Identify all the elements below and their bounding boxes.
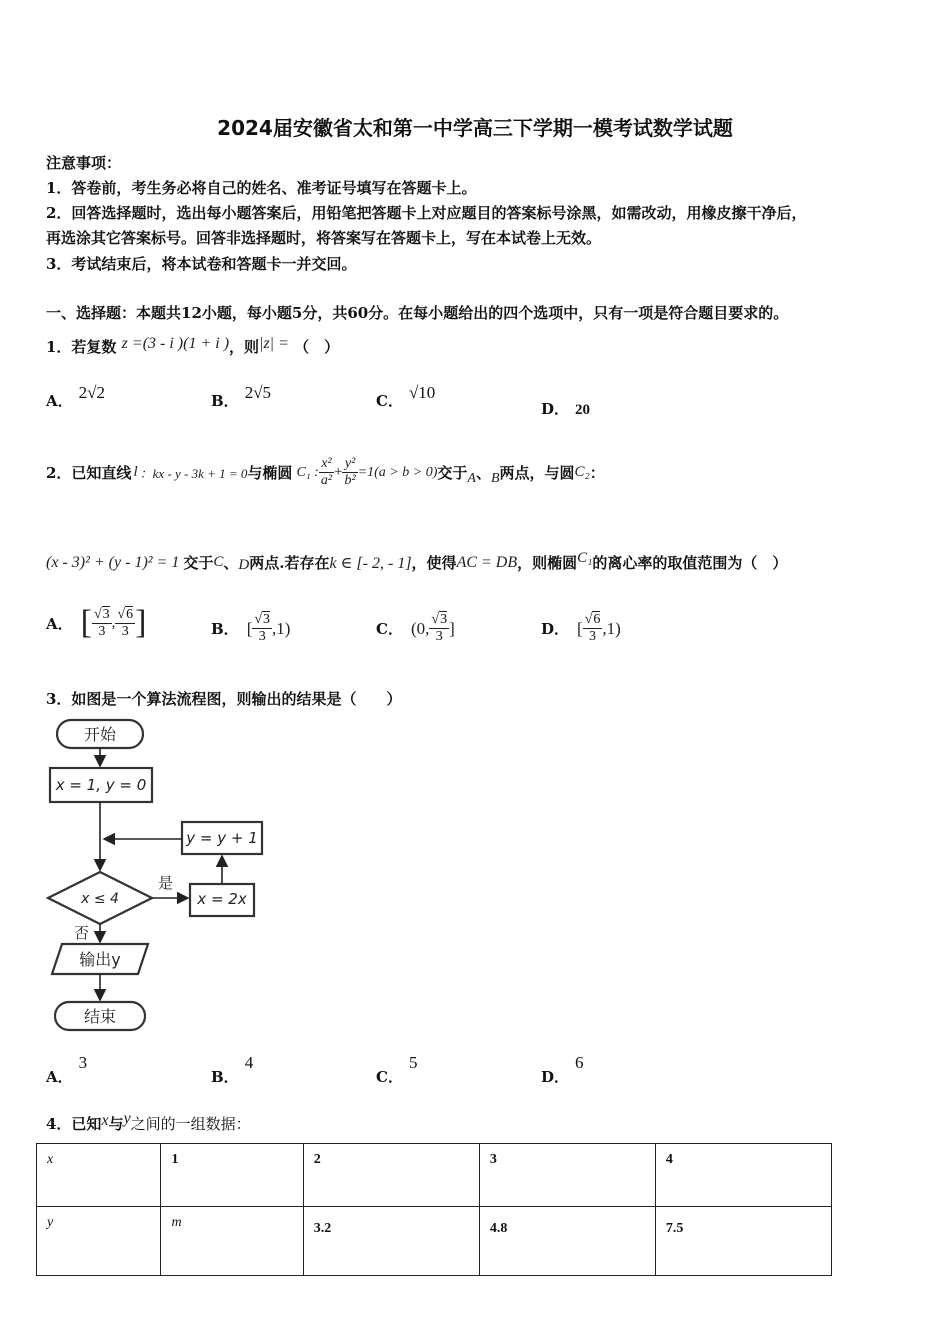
note-item: 3．考试结束后，将本试卷和答题卡一并交回。 xyxy=(46,255,357,273)
q2-cross2: 交于 xyxy=(183,554,214,572)
q2-ellipse-name: C₁ : xyxy=(296,464,319,480)
q2-point-a: A xyxy=(467,470,476,486)
q1-option-d-value: 20 xyxy=(575,402,591,418)
q2-frac-y: $\frac{\text{y²}}{\text{b²}}$ xyxy=(344,456,356,488)
question-2: 2．已知直线 l ：kx - y - 3k + 1 = 0 与椭圆 C₁ : $\frac{\text{x²}}{\text{a²}}$ + $\frac{\text{y²}}{\text{b²}}$ =1(a > b > 0) 交于 A 、 B 两点，与圆 C₂ ： xyxy=(46,456,605,488)
q2-point-c: C xyxy=(213,554,224,570)
q2-ellipse-name-2: C₁ xyxy=(577,550,593,566)
flow-start-label: 开始 xyxy=(83,725,117,744)
q3-option-d-value: 6 xyxy=(575,1053,584,1072)
q1-expression: z =(3 - i )(1 + i ) xyxy=(121,335,230,352)
q2-sep: 、 xyxy=(475,464,491,482)
q3-option-a[interactable]: A．3 xyxy=(46,1053,88,1086)
q1-option-c-value: √10 xyxy=(408,383,436,402)
q2-prefix: 2．已知直线 xyxy=(46,464,132,482)
table-cell: 3.2 xyxy=(303,1207,479,1276)
q2-option-a[interactable]: A． [ $\frac{√3}{3}$ , $\frac{√6}{3}$ ] xyxy=(46,604,147,641)
table-cell: 2 xyxy=(303,1144,479,1207)
table-cell: 1 xyxy=(161,1144,303,1207)
q1-abs: |z| = xyxy=(259,335,289,352)
q2-with: 与椭圆 xyxy=(247,464,293,482)
q4-x: x xyxy=(101,1112,109,1129)
q2-option-b[interactable]: B． [ $\frac{√3}{3}$ ,1) xyxy=(211,612,291,644)
q1-option-b-value: 2√5 xyxy=(244,383,272,402)
q1-option-a-value: 2√2 xyxy=(78,383,105,402)
q2-colon: ： xyxy=(589,464,605,482)
q1-mid: ，则 xyxy=(229,338,260,356)
table-cell: 3 xyxy=(479,1144,655,1207)
q2-circle-name: C₂ xyxy=(574,464,590,480)
q3-option-c-value: 5 xyxy=(408,1053,418,1072)
q2-line-name: l xyxy=(133,464,138,480)
q2-cross: 交于 xyxy=(437,464,468,482)
question-2-cont xyxy=(46,552,787,573)
q2-point-d: D xyxy=(238,557,250,573)
q3-option-d[interactable]: D．6 xyxy=(541,1053,584,1086)
note-item: 再选涂其它答案标号。回答非选择题时，将答案写在答题卡上，写在本试卷上无效。 xyxy=(46,229,602,247)
q2-ask: 的离心率的取值范围为（ ） xyxy=(592,554,788,572)
q4-and: 与 xyxy=(108,1115,124,1133)
q2-ellipse-tail: =1(a > b > 0) xyxy=(357,464,438,480)
q2-condition: AC = DB xyxy=(456,553,518,571)
question-1 xyxy=(46,336,339,357)
notes-heading: 注意事项： xyxy=(46,154,122,172)
q3-option-b-value: 4 xyxy=(244,1053,254,1072)
q2-circle-lead: 两点，与圆 xyxy=(499,464,575,482)
q2-circle-equation: (x - 3)² + (y - 1)² = 1 xyxy=(46,553,180,571)
flow-condition-label: x ≤ 4 xyxy=(81,891,119,907)
table-cell: y xyxy=(37,1207,161,1276)
question-3: 3．如图是一个算法流程图，则输出的结果是（ ） xyxy=(46,690,402,708)
flow-update-x-label: x = 2x xyxy=(197,890,247,908)
q2-such-that: ，使得 xyxy=(411,554,457,572)
q3-option-a-value: 3 xyxy=(78,1053,88,1072)
q1-option-a[interactable]: A． 2√2 xyxy=(46,383,105,410)
q2-line-equation: ：kx - y - 3k + 1 = 0 xyxy=(139,466,248,481)
q1-suffix: （ ） xyxy=(294,338,340,356)
q1-option-d[interactable]: D． 20 xyxy=(541,400,591,418)
data-table xyxy=(36,1143,832,1276)
q1-option-b[interactable]: B． 2√5 xyxy=(211,383,272,410)
table-cell: 4 xyxy=(655,1144,831,1207)
q2-point-b: B xyxy=(490,470,500,486)
q2-then: ，则椭圆 xyxy=(517,554,578,572)
q2-exists: 两点.若存在 xyxy=(249,554,330,572)
q1-option-c[interactable]: C． √10 xyxy=(376,383,436,410)
table-row xyxy=(37,1144,832,1207)
note-item: 2．回答选择题时，选出每小题答案后，用铅笔把答题卡上对应题目的答案标号涂黑，如需改动，用橡皮擦干净后， xyxy=(46,204,807,222)
q2-option-c[interactable]: C． (0, $\frac{√3}{3}$ ] xyxy=(376,612,455,644)
table-cell: m xyxy=(161,1207,303,1276)
section-heading: 一、选择题：本题共12小题，每小题5分，共60分。在每小题给出的四个选项中，只有一项是符合题目要求的。 xyxy=(46,304,789,322)
flow-init-label: x = 1, y = 0 xyxy=(55,776,147,794)
table-row xyxy=(37,1207,832,1276)
flow-no-label: 否 xyxy=(74,924,90,942)
table-cell: 7.5 xyxy=(655,1207,831,1276)
flow-update-y-label: y = y + 1 xyxy=(186,829,258,847)
q4-suffix: 之间的一组数据： xyxy=(130,1115,251,1133)
q3-option-c[interactable]: C．5 xyxy=(376,1053,418,1086)
q4-prefix: 4．已知 xyxy=(46,1115,102,1133)
q2-k-range: k ∈ [- 2, - 1] xyxy=(329,554,412,572)
table-cell: 4.8 xyxy=(479,1207,655,1276)
table-cell: x xyxy=(37,1144,161,1207)
q1-prefix: 1．若复数 xyxy=(46,338,117,356)
note-item: 1．答卷前，考生务必将自己的姓名、准考证号填写在答题卡上。 xyxy=(46,179,477,197)
q2-option-d[interactable]: D． [ $\frac{√6}{3}$ ,1) xyxy=(541,612,621,644)
q2-frac-x: $\frac{\text{x²}}{\text{a²}}$ xyxy=(320,456,333,488)
flow-output-label: 输出y xyxy=(79,950,121,969)
question-4 xyxy=(46,1110,251,1134)
q2-sep2: 、 xyxy=(223,554,239,572)
flow-end-label: 结束 xyxy=(83,1007,117,1026)
q3-option-b[interactable]: B．4 xyxy=(211,1053,254,1086)
q4-y: y xyxy=(123,1110,131,1127)
flowchart xyxy=(40,712,280,1042)
flow-yes-label: 是 xyxy=(158,874,174,892)
page-title: 2024届安徽省太和第一中学高三下学期一模考试数学试题 xyxy=(217,116,733,140)
